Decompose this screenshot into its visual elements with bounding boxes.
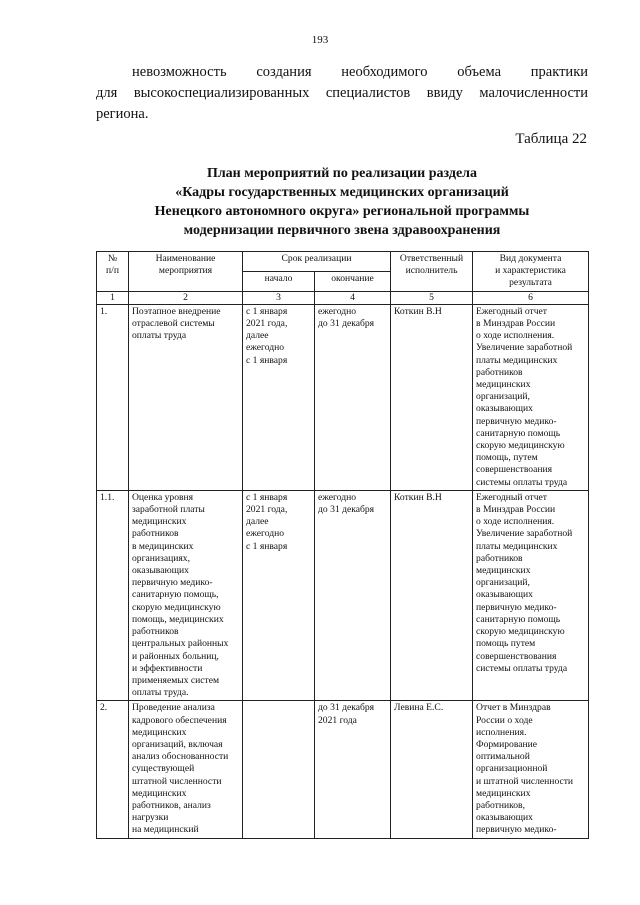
row-doc: Отчет в Минздрав России о ходе исполнения. Формирование оптимальной организационной и штатной численности медицинских работников, оказывающих первичную медико- [473, 701, 589, 838]
intro-paragraph [96, 64, 588, 81]
row-responsible: Левина Е.С. [391, 701, 473, 838]
intro-line-3-wrap [96, 106, 588, 123]
header-responsible: Ответственный исполнитель [391, 252, 473, 292]
row-end: ежегодно до 31 декабря [315, 304, 391, 490]
row-start: с 1 января 2021 года, далее ежегодно с 1 января [243, 490, 315, 700]
row-doc: Ежегодный отчет в Минздрав России о ходе исполнения. Увеличение заработной платы медицинских работников медицинских организаций, оказывающих первичную медико- санитарную помощь скорую медицинскую помощь путем совершенствования системы оплаты труда [473, 490, 589, 700]
header-doc: Вид документа и характеристика результата [473, 252, 589, 292]
row-num: 2. [97, 701, 129, 838]
row-num: 1.1. [97, 490, 129, 700]
header-period: Срок реализации [243, 252, 391, 272]
table-row [97, 490, 589, 700]
title-line-2: «Кадры государственных медицинских организаций [175, 185, 509, 200]
table-row [97, 701, 589, 838]
col-number: 2 [129, 291, 243, 304]
header-name: Наименование мероприятия [129, 252, 243, 292]
col-number: 1 [97, 291, 129, 304]
title-line-3: Ненецкого автономного округа» региональной программы [154, 204, 530, 219]
header-end: окончание [315, 271, 391, 291]
intro-line-2-wrap [96, 85, 588, 102]
page-number: 193 [311, 34, 329, 46]
table-label: Таблица 22 [515, 131, 587, 147]
row-responsible: Коткин В.Н [391, 304, 473, 490]
row-responsible: Коткин В.Н [391, 490, 473, 700]
title-line-1: План мероприятий по реализации раздела [206, 166, 478, 181]
row-doc: Ежегодный отчет в Минздрав России о ходе исполнения. Увеличение заработной платы медицинских работников медицинских организаций, оказывающих первичную медико- санитарную помощь скорую медицинскую помощь, путем совершенствоания системы оплаты труда [473, 304, 589, 490]
plan-table [96, 251, 589, 839]
col-number: 3 [243, 291, 315, 304]
row-num: 1. [97, 304, 129, 490]
header-start: начало [243, 271, 315, 291]
intro-line-1: невозможность создания необходимого объема практики [132, 64, 588, 80]
title-line-4: модернизации первичного звена здравоохранения [183, 223, 501, 238]
col-number: 4 [315, 291, 391, 304]
row-start [243, 701, 315, 838]
row-start: с 1 января 2021 года, далее ежегодно с 1 января [243, 304, 315, 490]
header-row [97, 252, 589, 272]
row-end: до 31 декабря 2021 года [315, 701, 391, 838]
col-number: 6 [473, 291, 589, 304]
row-name: Проведение анализа кадрового обеспечения медицинских организаций, включая анализ обоснованности существующей штатной численности медицинских работников, анализ нагрузки на медицинский [129, 701, 243, 838]
page-title [96, 164, 588, 240]
header-num: № п/п [97, 252, 129, 292]
col-number: 5 [391, 291, 473, 304]
row-name: Оценка уровня заработной платы медицинских работников в медицинских организациях, оказывающих первичную медико- санитарную помощь, скорую медицинскую помощь, медицинских работников центральных районных и районных больниц, и эффективности применяемых систем оплаты труда. [129, 490, 243, 700]
table-row [97, 304, 589, 490]
intro-line-3: региона. [96, 106, 149, 122]
row-end: ежегодно до 31 декабря [315, 490, 391, 700]
row-name: Поэтапное внедрение отраслевой системы оплаты труда [129, 304, 243, 490]
intro-line-2: для высокоспециализированных специалистов ввиду малочисленности [96, 85, 588, 101]
column-number-row [97, 291, 589, 304]
